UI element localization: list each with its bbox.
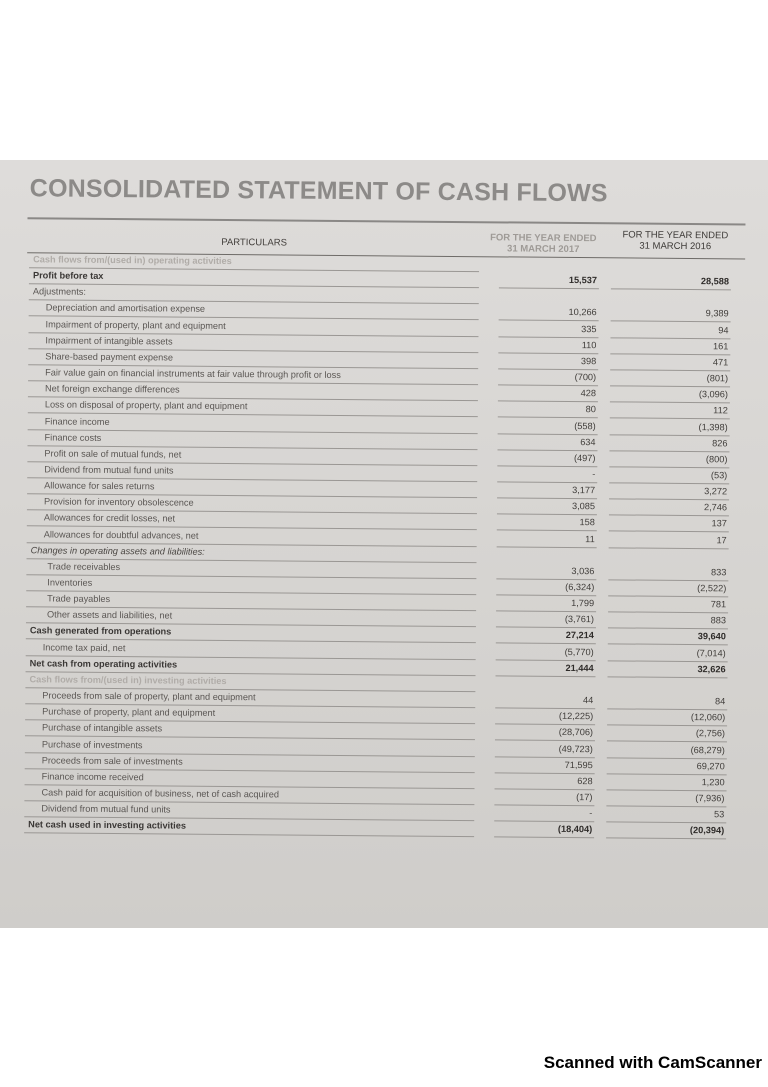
column-header-2016 bbox=[613, 229, 737, 252]
scanned-photo bbox=[0, 160, 768, 928]
row-label: Cash flows from/(used in) investing activities bbox=[29, 674, 227, 686]
row-label: Impairment of property, plant and equipment bbox=[45, 318, 226, 331]
value-2017: (17) bbox=[576, 791, 593, 803]
value-2016: 28,588 bbox=[700, 276, 730, 287]
value-2016: 471 bbox=[712, 357, 729, 368]
row-label: Cash flows from/(used in) operating activities bbox=[33, 254, 232, 267]
value-2016: 9,389 bbox=[705, 308, 729, 319]
value-2016: 112 bbox=[713, 405, 728, 416]
value-2017: (49,723) bbox=[558, 743, 593, 754]
row-label: Dividend from mutual fund units bbox=[44, 464, 174, 476]
value-2017: 110 bbox=[581, 339, 597, 350]
value-2016: 137 bbox=[711, 518, 727, 529]
row-label: Allowances for credit losses, net bbox=[43, 512, 176, 524]
value-2016: (20,394) bbox=[689, 825, 725, 836]
value-2017: 1,799 bbox=[571, 598, 595, 609]
row-label: Adjustments: bbox=[32, 286, 87, 298]
value-2017: 398 bbox=[580, 355, 597, 367]
value-2016: (7,014) bbox=[696, 647, 726, 658]
value-2016: 39,640 bbox=[697, 631, 726, 642]
row-label: Impairment of intangible assets bbox=[45, 335, 173, 347]
value-2016: 17 bbox=[716, 534, 727, 545]
value-2016: 84 bbox=[715, 696, 726, 707]
column-header-2017-line2: 31 MARCH 2017 bbox=[507, 243, 580, 256]
value-2017: 27,214 bbox=[565, 630, 594, 641]
row-label: Trade payables bbox=[47, 593, 111, 605]
value-2017: 428 bbox=[580, 388, 597, 399]
row-label: Inventories bbox=[47, 577, 93, 588]
camscanner-watermark: Scanned with CamScanner bbox=[543, 1053, 762, 1072]
row-label: Net cash used in investing activities bbox=[28, 819, 187, 831]
row-label: Finance income received bbox=[41, 771, 144, 783]
value-2017: (3,761) bbox=[564, 614, 595, 625]
row-label: Cash generated from operations bbox=[29, 625, 172, 637]
value-2017: (12,225) bbox=[558, 711, 594, 722]
value-2016: (7,936) bbox=[695, 793, 725, 804]
value-2017: (700) bbox=[574, 372, 597, 383]
value-2017: 71,595 bbox=[564, 759, 593, 770]
value-2016: (68,279) bbox=[690, 744, 725, 755]
value-2017-rule bbox=[494, 837, 594, 839]
value-2016: 781 bbox=[710, 599, 727, 610]
value-2017: (497) bbox=[573, 452, 596, 464]
value-2017: (6,324) bbox=[565, 581, 595, 593]
row-label: Depreciation and amortisation expense bbox=[45, 302, 206, 315]
row-label: Allowances for doubtful advances, net bbox=[43, 528, 199, 541]
value-2016: 69,270 bbox=[696, 760, 725, 771]
value-2016: 161 bbox=[713, 340, 729, 352]
column-header-2016-line2: 31 MARCH 2016 bbox=[639, 240, 712, 253]
value-2017: 634 bbox=[580, 436, 596, 447]
row-label: Provision for inventory obsolescence bbox=[43, 496, 194, 508]
value-2016: 2,746 bbox=[703, 502, 728, 513]
value-2016: (3,096) bbox=[698, 389, 729, 400]
row-label: Other assets and liabilities, net bbox=[46, 609, 173, 621]
value-2017: 15,537 bbox=[568, 275, 598, 286]
row-label: Proceeds from sale of investments bbox=[41, 755, 183, 767]
row-label: Finance income bbox=[44, 415, 110, 427]
row-label: Dividend from mutual fund units bbox=[41, 803, 171, 815]
value-2016: (800) bbox=[705, 453, 728, 465]
row-label: Trade receivables bbox=[47, 561, 121, 572]
value-2017: 158 bbox=[579, 517, 595, 528]
statement-title: CONSOLIDATED STATEMENT OF CASH FLOWS bbox=[29, 174, 608, 208]
value-2016-rule bbox=[606, 838, 726, 840]
value-2017: (5,770) bbox=[564, 646, 594, 657]
row-label: Purchase of property, plant and equipment bbox=[42, 706, 216, 719]
value-2017: 3,177 bbox=[572, 485, 596, 496]
value-2017: 44 bbox=[583, 695, 594, 706]
column-header-2016-line1: FOR THE YEAR ENDED bbox=[622, 229, 729, 242]
column-header-particulars: PARTICULARS bbox=[221, 236, 287, 249]
row-label: Allowance for sales returns bbox=[44, 480, 155, 492]
value-2016: (53) bbox=[710, 470, 728, 481]
value-2017: - bbox=[592, 469, 596, 480]
row-label: Net cash from operating activities bbox=[29, 658, 178, 670]
value-2017: 80 bbox=[585, 404, 596, 415]
value-2016: (2,522) bbox=[697, 583, 727, 594]
row-label: Income tax paid, net bbox=[42, 641, 126, 653]
row-label: Changes in operating assets and liabilities: bbox=[30, 544, 205, 557]
value-2016: 883 bbox=[710, 615, 727, 626]
value-2017: 628 bbox=[577, 775, 593, 786]
value-2017: (558) bbox=[574, 420, 596, 431]
value-2017: - bbox=[589, 808, 593, 819]
row-label: Profit before tax bbox=[32, 270, 104, 282]
value-2017: (18,404) bbox=[557, 824, 593, 835]
value-2016: 32,626 bbox=[697, 663, 726, 675]
row-label: Net foreign exchange differences bbox=[44, 383, 180, 395]
title-rule bbox=[27, 217, 745, 225]
value-2016: 3,272 bbox=[704, 486, 728, 497]
statement-page bbox=[0, 160, 768, 928]
row-label: Profit on sale of mutual funds, net bbox=[44, 448, 182, 460]
value-2016: (12,060) bbox=[690, 712, 726, 723]
value-2016: (2,756) bbox=[695, 728, 726, 739]
row-label: Purchase of intangible assets bbox=[42, 722, 163, 734]
row-label: Fair value gain on financial instruments at fair value through profit or loss bbox=[45, 367, 341, 381]
value-2017: 3,036 bbox=[571, 565, 595, 577]
value-2016: 94 bbox=[718, 324, 729, 335]
value-2017: 10,266 bbox=[568, 307, 597, 318]
value-2016: (1,398) bbox=[698, 421, 728, 432]
row-label: Cash paid for acquisition of business, net of cash acquired bbox=[41, 787, 280, 800]
row-rule bbox=[24, 832, 474, 837]
row-label: Share-based payment expense bbox=[45, 351, 174, 363]
value-2017: 11 bbox=[585, 533, 595, 544]
column-header-2017 bbox=[477, 232, 609, 255]
row-label: Finance costs bbox=[44, 432, 102, 443]
row-label: Loss on disposal of property, plant and equipment bbox=[44, 399, 248, 412]
value-2017: (28,706) bbox=[558, 727, 594, 738]
value-2016: 826 bbox=[712, 437, 728, 449]
column-header-2017-line1: FOR THE YEAR ENDED bbox=[490, 232, 597, 245]
value-2016: 53 bbox=[714, 809, 725, 820]
value-2017: 3,085 bbox=[571, 501, 596, 512]
value-2016: 1,230 bbox=[701, 776, 725, 788]
value-2017: 335 bbox=[581, 323, 597, 334]
value-2017: 21,444 bbox=[565, 662, 594, 673]
row-label: Proceeds from sale of property, plant and equipment bbox=[42, 690, 256, 703]
value-2016: 833 bbox=[711, 567, 727, 578]
value-2016: (801) bbox=[706, 373, 729, 384]
row-label: Purchase of investments bbox=[41, 738, 143, 750]
